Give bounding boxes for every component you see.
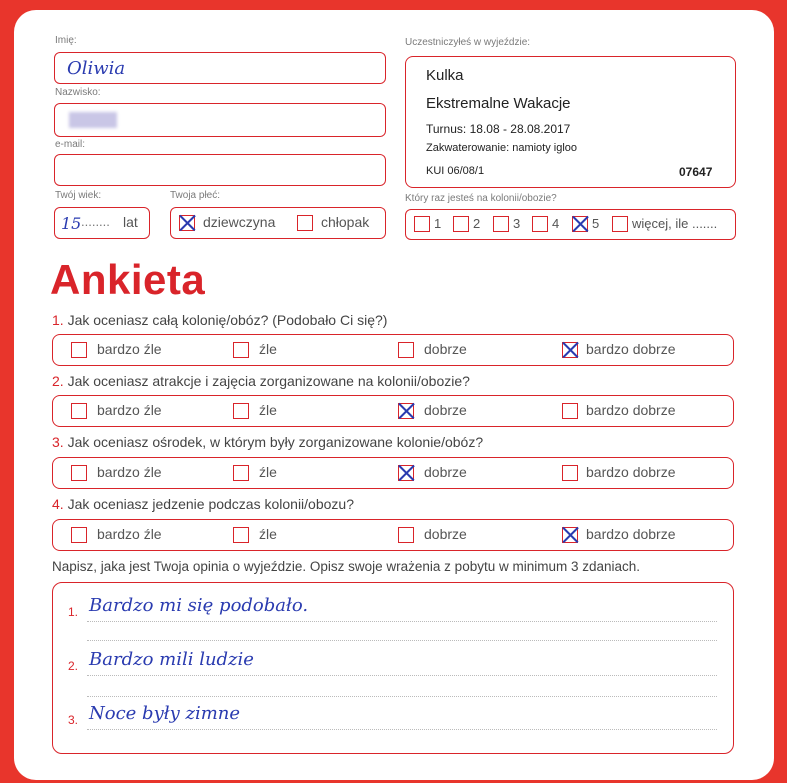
opinion-line-2-text: Bardzo mili ludzie: [89, 649, 254, 670]
question-2-label: Jak oceniasz atrakcje i zajęcia zorganizowane na kolonii/obozie?: [67, 373, 470, 389]
question-3-text: [52, 434, 483, 450]
q3-option-1-checkbox[interactable]: [71, 465, 87, 481]
trip-box: [405, 56, 736, 188]
q4-option-3-checkbox[interactable]: [398, 527, 414, 543]
email-field[interactable]: [54, 154, 386, 186]
question-4-number: 4.: [52, 496, 64, 512]
times-2-label: 2: [473, 216, 481, 231]
q2-option-4-checkbox[interactable]: [562, 403, 578, 419]
times-more-checkbox[interactable]: [612, 216, 628, 232]
question-3-number: 3.: [52, 434, 64, 450]
gender-girl-checkbox[interactable]: [179, 215, 195, 231]
opinion-box[interactable]: [52, 582, 734, 754]
trip-program: Ekstremalne Wakacje: [426, 95, 571, 112]
q3-option-2-checkbox[interactable]: [233, 465, 249, 481]
gender-field: [170, 207, 386, 239]
q4-option-3-label: dobrze: [424, 526, 467, 542]
times-more-label: więcej, ile .......: [632, 216, 718, 231]
opinion-rule-a: [87, 640, 717, 641]
q1-option-2-label: źle: [259, 341, 277, 357]
question-1-label: Jak oceniasz całą kolonię/obóz? (Podobało Ci się?): [67, 312, 388, 328]
q1-option-4-checkbox[interactable]: [562, 342, 578, 358]
turnus-label: Turnus:: [426, 122, 467, 136]
question-1-number: 1.: [52, 312, 64, 328]
q3-option-2-label: źle: [259, 464, 277, 480]
times-3-label: 3: [513, 216, 521, 231]
question-1-text: [52, 312, 387, 328]
accommodation-label: Zakwaterowanie:: [426, 142, 510, 154]
question-4-answers: [52, 519, 734, 551]
opinion-line-2-rule: [87, 675, 717, 676]
name-label: Imię:: [55, 35, 77, 46]
q1-option-1-label: bardzo źle: [97, 341, 162, 357]
q2-option-4-label: bardzo dobrze: [586, 402, 676, 418]
survey-title: Ankieta: [50, 256, 206, 303]
turnus-value: 18.08 - 28.08.2017: [469, 122, 571, 136]
q4-option-2-checkbox[interactable]: [233, 527, 249, 543]
name-value: Oliwia: [67, 58, 126, 79]
times-label: Który raz jesteś na kolonii/obozie?: [405, 193, 557, 204]
gender-girl-label: dziewczyna: [203, 214, 276, 230]
q4-option-4-label: bardzo dobrze: [586, 526, 676, 542]
q2-option-2-label: źle: [259, 402, 277, 418]
q4-option-1-label: bardzo źle: [97, 526, 162, 542]
q2-option-1-checkbox[interactable]: [71, 403, 87, 419]
age-value: 15: [61, 214, 82, 233]
question-3-answers: [52, 457, 734, 489]
q2-option-2-checkbox[interactable]: [233, 403, 249, 419]
q3-option-4-label: bardzo dobrze: [586, 464, 676, 480]
opinion-prompt: Napisz, jaka jest Twoja opinia o wyjeździe. Opisz swoje wrażenia z pobytu w minimum 3 zdaniach.: [52, 559, 641, 574]
opinion-line-1-number: 1.: [68, 605, 79, 619]
times-4-checkbox[interactable]: [532, 216, 548, 232]
q3-option-3-checkbox[interactable]: [398, 465, 414, 481]
q3-option-3-label: dobrze: [424, 464, 467, 480]
age-dots: ........: [81, 214, 110, 229]
surname-label: Nazwisko:: [55, 87, 101, 98]
q2-option-3-checkbox[interactable]: [398, 403, 414, 419]
times-field: [405, 209, 736, 240]
question-4-text: [52, 496, 354, 512]
opinion-line-1-rule: [87, 621, 717, 622]
q3-option-1-label: bardzo źle: [97, 464, 162, 480]
times-1-label: 1: [434, 216, 442, 231]
gender-label: Twoja płeć:: [170, 190, 221, 201]
q3-option-4-checkbox[interactable]: [562, 465, 578, 481]
q1-option-3-checkbox[interactable]: [398, 342, 414, 358]
opinion-rule-b: [87, 696, 717, 697]
accommodation-value: namioty igloo: [512, 142, 578, 154]
trip-number: 07647: [679, 165, 713, 179]
q2-option-1-label: bardzo źle: [97, 402, 162, 418]
opinion-line-1-text: Bardzo mi się podobało.: [89, 595, 309, 616]
q1-option-2-checkbox[interactable]: [233, 342, 249, 358]
name-field[interactable]: [54, 52, 386, 84]
question-2-text: [52, 373, 470, 389]
trip-code: KUI 06/08/1: [426, 165, 485, 177]
age-field[interactable]: [54, 207, 150, 239]
q4-option-1-checkbox[interactable]: [71, 527, 87, 543]
times-3-checkbox[interactable]: [493, 216, 509, 232]
times-5-label: 5: [592, 216, 600, 231]
question-3-label: Jak oceniasz ośrodek, w którym były zorganizowane kolonie/obóz?: [67, 434, 484, 450]
q2-option-3-label: dobrze: [424, 402, 467, 418]
times-2-checkbox[interactable]: [453, 216, 469, 232]
redacted-surname: [69, 112, 117, 128]
question-2-answers: [52, 395, 734, 427]
q1-option-4-label: bardzo dobrze: [586, 341, 676, 357]
email-label: e-mail:: [55, 139, 86, 150]
gender-boy-label: chłopak: [321, 214, 370, 230]
q1-option-3-label: dobrze: [424, 341, 467, 357]
times-1-checkbox[interactable]: [414, 216, 430, 232]
q4-option-4-checkbox[interactable]: [562, 527, 578, 543]
gender-boy-checkbox[interactable]: [297, 215, 313, 231]
opinion-line-3-number: 3.: [68, 713, 79, 727]
trip-label: Uczestniczyłeś w wyjeździe:: [405, 37, 531, 48]
opinion-line-3-text: Noce były zimne: [89, 703, 241, 724]
surname-field[interactable]: [54, 103, 386, 137]
q4-option-2-label: źle: [259, 526, 277, 542]
q1-option-1-checkbox[interactable]: [71, 342, 87, 358]
question-4-label: Jak oceniasz jedzenie podczas kolonii/obozu?: [67, 496, 354, 512]
age-label: Twój wiek:: [55, 190, 102, 201]
opinion-line-2-number: 2.: [68, 659, 79, 673]
question-2-number: 2.: [52, 373, 64, 389]
opinion-line-3-rule: [87, 729, 717, 730]
age-unit: lat: [123, 214, 138, 230]
times-4-label: 4: [552, 216, 560, 231]
times-5-checkbox[interactable]: [572, 216, 588, 232]
survey-card: [14, 10, 774, 780]
question-1-answers: [52, 334, 734, 366]
trip-company: Kulka: [426, 67, 464, 84]
